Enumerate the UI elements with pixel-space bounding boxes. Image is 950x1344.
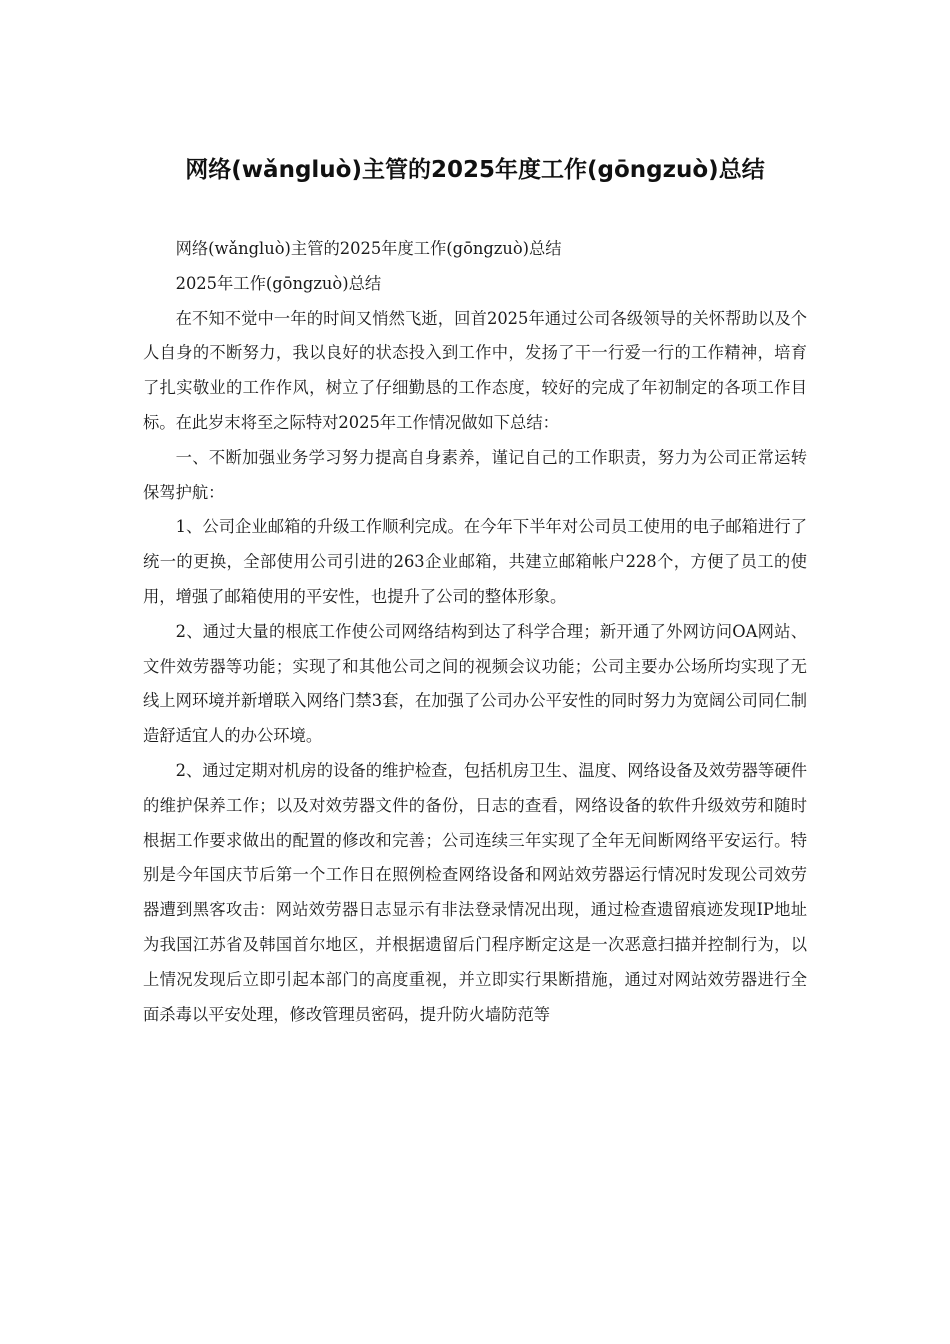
document-body: [143, 232, 807, 1032]
paragraph-item-network: 2、通过大量的根底工作使公司网络结构到达了科学合理；新开通了外网访问OA网站、文件效劳器等功能；实现了和其他公司之间的视频会议功能；公司主要办公场所均实现了无线上网环境并新增联入网络门禁3套，在加强了公司办公平安性的同时努力为宽阔公司同仁制造舒适宜人的办公环境。: [143, 621, 807, 746]
document-title: 网络(wǎngluò)主管的2025年度工作(gōngzuò)总结: [185, 157, 765, 183]
paragraph-item-email: 1、公司企业邮箱的升级工作顺利完成。在今年下半年对公司员工使用的电子邮箱进行了统一的更换，全部使用公司引进的263企业邮箱，共建立邮箱帐户228个，方便了员工的使用，增强了邮箱使用的平安性，也提升了公司的整体形象。: [143, 517, 807, 606]
paragraph-item-maintenance: 2、通过定期对机房的设备的维护检查，包括机房卫生、温度、网络设备及效劳器等硬件的维护保养工作；以及对效劳器文件的备份，日志的查看，网络设备的软件升级效劳和随时根据工作要求做出的配置的修改和完善；公司连续三年实现了全年无间断网络平安运行。特别是今年国庆节后第一个工作日在照例检查网络设备和网站效劳器运行情况时发现公司效劳器遭到黑客攻击：网站效劳器日志显示有非法登录情况出现，通过检查遗留痕迹发现IP地址为我国江苏省及韩国首尔地区，并根据遗留后门程序断定这是一次恶意扫描并控制行为，以上情况发现后立即引起本部门的高度重视，并立即实行果断措施，通过对网站效劳器进行全面杀毒以平安处理，修改管理员密码，提升防火墙防范等: [143, 760, 807, 1024]
subtitle-line: 网络(wǎngluò)主管的2025年度工作(gōngzuò)总结: [175, 239, 562, 258]
section-heading: 2025年工作(gōngzuò)总结: [175, 273, 382, 293]
paragraph-section-one: 一、不断加强业务学习努力提高自身素养，谨记自己的工作职责，努力为公司正常运转保驾护航：: [143, 447, 807, 502]
paragraph-intro: 在不知不觉中一年的时间又悄然飞逝，回首2025年通过公司各级领导的关怀帮助以及个人自身的不断努力，我以良好的状态投入到工作中，发扬了干一行爱一行的工作精神，培育了扎实敬业的工作作风，树立了仔细勤恳的工作态度，较好的完成了年初制定的各项工作目标。在此岁末将至之际特对2025年工作情况做如下总结：: [143, 308, 807, 432]
